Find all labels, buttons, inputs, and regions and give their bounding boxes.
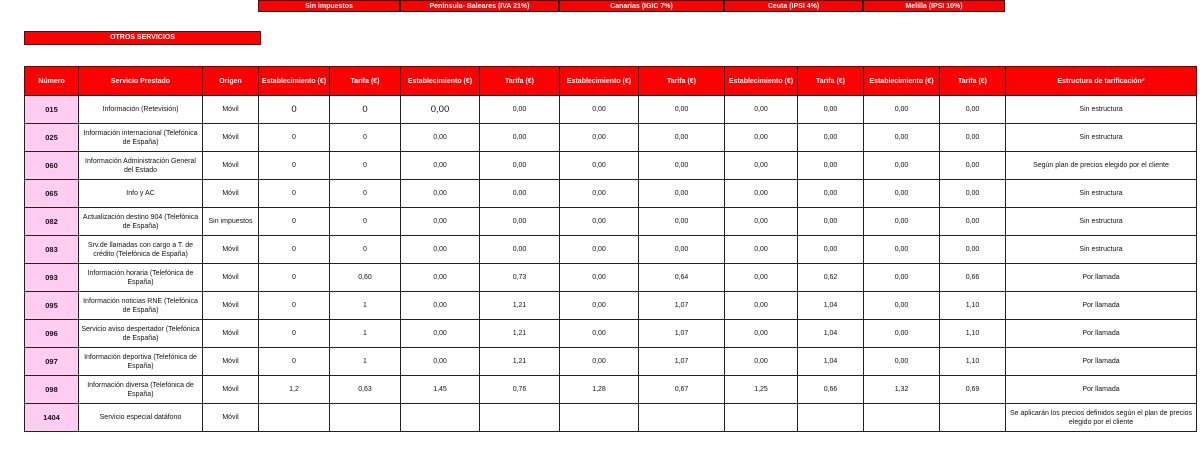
cell-tarifa-melilla: 0,00 (940, 180, 1006, 208)
cell-tarifa-canarias: 0,00 (639, 236, 725, 264)
cell-servicio: Srv.de llamadas con cargo a T. de crédito (Telefónica de España) (79, 236, 203, 264)
cell-tarifa-peninsula: 0,00 (480, 124, 560, 152)
cell-tarifa-melilla: 1,10 (940, 320, 1006, 348)
cell-origen: Móvil (203, 348, 259, 376)
cell-tarifa-peninsula: 0,73 (480, 264, 560, 292)
group-header-peninsula: Península- Baleares (IVA 21%) (400, 0, 559, 12)
cell-establecimiento-canarias: 0,00 (560, 348, 639, 376)
cell-estructura: Por llamada (1006, 348, 1197, 376)
table-row (25, 404, 1197, 432)
cell-tarifa-melilla: 1,10 (940, 348, 1006, 376)
cell-tarifa-canarias: 0,67 (639, 376, 725, 404)
cell-origen: Móvil (203, 180, 259, 208)
cell-tarifa-ceuta: 0,62 (798, 264, 864, 292)
cell-establecimiento-melilla (864, 404, 940, 432)
cell-tarifa-sin: 1 (330, 320, 401, 348)
table-row (25, 96, 1197, 124)
cell-servicio: Información internacional (Telefónica de España) (79, 124, 203, 152)
cell-estructura: Sin estructura (1006, 124, 1197, 152)
cell-tarifa-canarias: 0,00 (639, 180, 725, 208)
col-header-establecimiento-melilla: Establecimiento (€) (864, 67, 940, 96)
cell-servicio: Información horaria (Telefónica de España) (79, 264, 203, 292)
cell-tarifa-ceuta: 0,00 (798, 208, 864, 236)
cell-tarifa-sin: 1 (330, 348, 401, 376)
cell-establecimiento-ceuta: 1,25 (725, 376, 798, 404)
cell-establecimiento-peninsula: 0,00 (401, 320, 480, 348)
cell-establecimiento-canarias: 0,00 (560, 124, 639, 152)
cell-tarifa-peninsula: 0,00 (480, 96, 560, 124)
cell-tarifa-canarias: 1,07 (639, 348, 725, 376)
cell-tarifa-ceuta: 1,04 (798, 348, 864, 376)
cell-servicio: Info y AC (79, 180, 203, 208)
cell-tarifa-sin: 0 (330, 96, 401, 124)
cell-tarifa-peninsula: 0,76 (480, 376, 560, 404)
cell-numero: 095 (25, 292, 79, 320)
col-header-tarifa-ceuta: Tarifa (€) (798, 67, 864, 96)
cell-servicio: Información (Retevisión) (79, 96, 203, 124)
col-header-establecimiento-peninsula: Establecimiento (€) (401, 67, 480, 96)
cell-establecimiento-ceuta: 0,00 (725, 180, 798, 208)
cell-establecimiento-ceuta: 0,00 (725, 292, 798, 320)
cell-servicio: Información Administración General del Estado (79, 152, 203, 180)
cell-origen: Móvil (203, 124, 259, 152)
col-header-numero: Número (25, 67, 79, 96)
cell-establecimiento-peninsula (401, 404, 480, 432)
cell-tarifa-peninsula: 1,21 (480, 292, 560, 320)
cell-tarifa-ceuta: 0,00 (798, 236, 864, 264)
cell-tarifa-canarias: 0,00 (639, 96, 725, 124)
cell-establecimiento-sin: 0 (259, 124, 330, 152)
cell-establecimiento-sin: 0 (259, 96, 330, 124)
cell-tarifa-peninsula: 0,00 (480, 208, 560, 236)
cell-estructura: Por llamada (1006, 292, 1197, 320)
cell-tarifa-sin: 0,63 (330, 376, 401, 404)
table-row (25, 292, 1197, 320)
cell-establecimiento-ceuta (725, 404, 798, 432)
table-row (25, 236, 1197, 264)
cell-establecimiento-ceuta: 0,00 (725, 152, 798, 180)
table-header-row (25, 67, 1197, 96)
cell-establecimiento-peninsula: 0,00 (401, 236, 480, 264)
cell-establecimiento-canarias: 0,00 (560, 152, 639, 180)
cell-tarifa-peninsula (480, 404, 560, 432)
cell-establecimiento-melilla: 0,00 (864, 96, 940, 124)
cell-establecimiento-ceuta: 0,00 (725, 348, 798, 376)
cell-establecimiento-canarias: 0,00 (560, 208, 639, 236)
cell-establecimiento-melilla: 0,00 (864, 348, 940, 376)
col-header-tarifa-melilla: Tarifa (€) (940, 67, 1006, 96)
cell-establecimiento-peninsula: 0,00 (401, 152, 480, 180)
cell-tarifa-canarias: 0,64 (639, 264, 725, 292)
table-row (25, 152, 1197, 180)
cell-tarifa-sin: 0 (330, 208, 401, 236)
cell-establecimiento-canarias: 0,00 (560, 236, 639, 264)
cell-origen: Móvil (203, 96, 259, 124)
cell-establecimiento-sin: 0 (259, 292, 330, 320)
cell-tarifa-ceuta: 1,04 (798, 292, 864, 320)
cell-tarifa-sin (330, 404, 401, 432)
cell-tarifa-peninsula: 1,21 (480, 320, 560, 348)
cell-numero: 060 (25, 152, 79, 180)
cell-tarifa-sin: 0 (330, 180, 401, 208)
cell-establecimiento-peninsula: 1,45 (401, 376, 480, 404)
cell-establecimiento-sin: 0 (259, 348, 330, 376)
cell-tarifa-peninsula: 1,21 (480, 348, 560, 376)
cell-tarifa-ceuta: 0,00 (798, 96, 864, 124)
cell-servicio: Servicio especial datáfono (79, 404, 203, 432)
table-row (25, 208, 1197, 236)
cell-tarifa-melilla: 0,66 (940, 264, 1006, 292)
cell-estructura: Sin estructura (1006, 180, 1197, 208)
cell-estructura: Por llamada (1006, 320, 1197, 348)
cell-estructura: Por llamada (1006, 376, 1197, 404)
cell-establecimiento-melilla: 0,00 (864, 236, 940, 264)
cell-establecimiento-sin: 0 (259, 180, 330, 208)
cell-tarifa-melilla: 0,00 (940, 208, 1006, 236)
cell-establecimiento-sin: 0 (259, 208, 330, 236)
cell-tarifa-ceuta: 0,00 (798, 152, 864, 180)
cell-origen: Móvil (203, 292, 259, 320)
cell-estructura: Por llamada (1006, 264, 1197, 292)
col-header-servicio: Servicio Prestado (79, 67, 203, 96)
cell-tarifa-canarias: 0,00 (639, 124, 725, 152)
cell-tarifa-ceuta: 0,66 (798, 376, 864, 404)
col-header-establecimiento-canarias: Establecimiento (€) (560, 67, 639, 96)
col-header-establecimiento-sin: Establecimiento (€) (259, 67, 330, 96)
cell-establecimiento-canarias: 0,00 (560, 292, 639, 320)
cell-establecimiento-sin (259, 404, 330, 432)
cell-establecimiento-melilla: 0,00 (864, 264, 940, 292)
cell-numero: 096 (25, 320, 79, 348)
cell-numero: 093 (25, 264, 79, 292)
group-header-melilla: Melilla (IPSI 10%) (863, 0, 1005, 12)
cell-tarifa-canarias: 0,00 (639, 152, 725, 180)
cell-establecimiento-canarias (560, 404, 639, 432)
cell-establecimiento-sin: 0 (259, 152, 330, 180)
col-header-tarifa-peninsula: Tarifa (€) (480, 67, 560, 96)
cell-establecimiento-canarias: 0,00 (560, 180, 639, 208)
cell-establecimiento-ceuta: 0,00 (725, 96, 798, 124)
cell-tarifa-melilla (940, 404, 1006, 432)
cell-tarifa-melilla: 0,69 (940, 376, 1006, 404)
cell-numero: 1404 (25, 404, 79, 432)
cell-establecimiento-melilla: 1,32 (864, 376, 940, 404)
cell-establecimiento-peninsula: 0,00 (401, 292, 480, 320)
cell-numero: 098 (25, 376, 79, 404)
cell-tarifa-melilla: 0,00 (940, 124, 1006, 152)
cell-establecimiento-melilla: 0,00 (864, 208, 940, 236)
cell-numero: 083 (25, 236, 79, 264)
cell-establecimiento-ceuta: 0,00 (725, 208, 798, 236)
table-row (25, 376, 1197, 404)
cell-establecimiento-peninsula: 0,00 (401, 180, 480, 208)
cell-tarifa-sin: 1 (330, 292, 401, 320)
cell-tarifa-canarias (639, 404, 725, 432)
cell-establecimiento-peninsula: 0,00 (401, 348, 480, 376)
cell-tarifa-peninsula: 0,00 (480, 236, 560, 264)
cell-establecimiento-ceuta: 0,00 (725, 320, 798, 348)
cell-tarifa-canarias: 1,07 (639, 320, 725, 348)
cell-tarifa-ceuta: 0,00 (798, 124, 864, 152)
cell-servicio: Información noticias RNE (Telefónica de España) (79, 292, 203, 320)
cell-servicio: Información deportiva (Telefónica de España) (79, 348, 203, 376)
group-header-ceuta: Ceuta (IPSI 4%) (724, 0, 863, 12)
cell-establecimiento-melilla: 0,00 (864, 292, 940, 320)
cell-tarifa-melilla: 0,00 (940, 152, 1006, 180)
cell-establecimiento-melilla: 0,00 (864, 124, 940, 152)
cell-establecimiento-canarias: 0,00 (560, 96, 639, 124)
cell-numero: 015 (25, 96, 79, 124)
cell-servicio: Información diversa (Telefónica de España) (79, 376, 203, 404)
cell-tarifa-canarias: 1,07 (639, 292, 725, 320)
cell-origen: Móvil (203, 320, 259, 348)
cell-establecimiento-sin: 0 (259, 320, 330, 348)
cell-numero: 097 (25, 348, 79, 376)
cell-tarifa-peninsula: 0,00 (480, 180, 560, 208)
tariff-table (24, 66, 1197, 432)
cell-origen: Sin impuestos (203, 208, 259, 236)
col-header-tarifa-sin: Tarifa (€) (330, 67, 401, 96)
col-header-estructura: Estructura de tarificación* (1006, 67, 1197, 96)
table-row (25, 264, 1197, 292)
cell-establecimiento-canarias: 1,28 (560, 376, 639, 404)
cell-establecimiento-sin: 1,2 (259, 376, 330, 404)
cell-establecimiento-canarias: 0,00 (560, 264, 639, 292)
cell-establecimiento-ceuta: 0,00 (725, 124, 798, 152)
cell-servicio: Servicio aviso despertador (Telefónica de España) (79, 320, 203, 348)
table-row (25, 124, 1197, 152)
group-header-sin: Sin impuestos (258, 0, 400, 12)
cell-estructura: Según plan de precios elegido por el cliente (1006, 152, 1197, 180)
cell-estructura: Sin estructura (1006, 208, 1197, 236)
cell-origen: Móvil (203, 376, 259, 404)
cell-tarifa-melilla: 1,10 (940, 292, 1006, 320)
cell-establecimiento-peninsula: 0,00 (401, 208, 480, 236)
cell-origen: Móvil (203, 152, 259, 180)
cell-tarifa-ceuta (798, 404, 864, 432)
cell-tarifa-ceuta: 1,04 (798, 320, 864, 348)
cell-estructura: Sin estructura (1006, 96, 1197, 124)
cell-estructura: Se aplicarán los precios definidos según el plan de precios elegido por el cliente (1006, 404, 1197, 432)
cell-establecimiento-peninsula: 0,00 (401, 264, 480, 292)
cell-estructura: Sin estructura (1006, 236, 1197, 264)
cell-origen: Móvil (203, 236, 259, 264)
cell-origen: Móvil (203, 264, 259, 292)
cell-servicio: Actualización destino 904 (Telefónica de España) (79, 208, 203, 236)
cell-origen: Móvil (203, 404, 259, 432)
cell-establecimiento-sin: 0 (259, 264, 330, 292)
cell-tarifa-melilla: 0,00 (940, 236, 1006, 264)
cell-establecimiento-canarias: 0,00 (560, 320, 639, 348)
group-header-canarias: Canarias (IGIC 7%) (559, 0, 724, 12)
cell-tarifa-sin: 0,60 (330, 264, 401, 292)
cell-establecimiento-melilla: 0,00 (864, 180, 940, 208)
cell-tarifa-canarias: 0,00 (639, 208, 725, 236)
cell-tarifa-sin: 0 (330, 124, 401, 152)
cell-establecimiento-melilla: 0,00 (864, 320, 940, 348)
cell-tarifa-peninsula: 0,00 (480, 152, 560, 180)
table-row (25, 348, 1197, 376)
cell-numero: 025 (25, 124, 79, 152)
col-header-tarifa-canarias: Tarifa (€) (639, 67, 725, 96)
table-row (25, 320, 1197, 348)
cell-establecimiento-peninsula: 0,00 (401, 124, 480, 152)
cell-tarifa-sin: 0 (330, 236, 401, 264)
col-header-origen: Origen (203, 67, 259, 96)
cell-establecimiento-ceuta: 0,00 (725, 264, 798, 292)
cell-establecimiento-peninsula: 0,00 (401, 96, 480, 124)
section-title: OTROS SERVICIOS (24, 31, 261, 45)
cell-tarifa-ceuta: 0,00 (798, 180, 864, 208)
cell-tarifa-melilla: 0,00 (940, 96, 1006, 124)
table-row (25, 180, 1197, 208)
cell-numero: 082 (25, 208, 79, 236)
cell-establecimiento-ceuta: 0,00 (725, 236, 798, 264)
cell-establecimiento-sin: 0 (259, 236, 330, 264)
col-header-establecimiento-ceuta: Establecimiento (€) (725, 67, 798, 96)
cell-tarifa-sin: 0 (330, 152, 401, 180)
cell-numero: 065 (25, 180, 79, 208)
cell-establecimiento-melilla: 0,00 (864, 152, 940, 180)
